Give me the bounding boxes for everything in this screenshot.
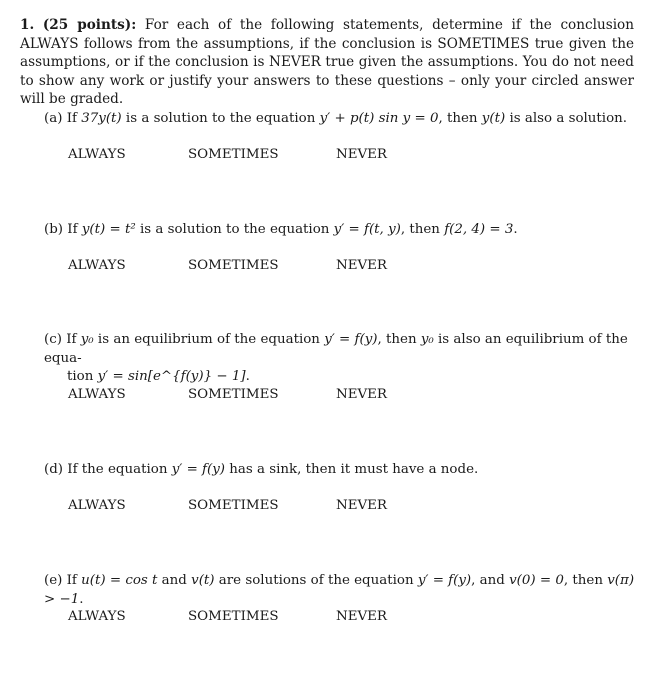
part-text: is also an equilibrium of the equa-: [44, 332, 628, 366]
part-label: (a): [44, 111, 63, 126]
problem-instructions-text: For each of the following statements, determine if the conclusion ALWAYS follows from the assumptions, if the conclusion is SOMETIMES true given the assumptions, or if the conclusion is NEVER true given the assumptions. You do not need to show any work or justify your answers to these questions – only your circled answer will be graded.: [20, 17, 634, 108]
part-text: If: [67, 222, 82, 237]
part-text: If the equation: [67, 462, 172, 477]
part-d-choices: [68, 498, 628, 518]
part-text: and: [157, 573, 192, 588]
part-text: has a sink, then it must have a node.: [225, 462, 479, 477]
part-text: .: [513, 222, 518, 237]
part-text: , and: [471, 573, 510, 588]
problem-instructions: [20, 16, 634, 109]
part-label: (b): [44, 222, 64, 237]
part-text: are solutions of the equation: [214, 573, 418, 588]
choice-sometimes[interactable]: SOMETIMES: [188, 147, 279, 162]
part-text: , then: [377, 332, 421, 347]
part-text: If: [66, 332, 81, 347]
math-expression: 37y(t): [81, 111, 122, 126]
math-expression: y′ + p(t) sin y = 0: [319, 111, 439, 126]
part-label: (d): [44, 462, 64, 477]
math-expression: v(π) > −1: [44, 573, 635, 607]
choice-always[interactable]: ALWAYS: [68, 609, 126, 624]
part-label: (e): [44, 573, 63, 588]
choice-always[interactable]: ALWAYS: [68, 258, 126, 273]
math-expression: u(t) = cos t: [81, 573, 158, 588]
choice-sometimes[interactable]: SOMETIMES: [188, 498, 279, 513]
math-expression: y′ = f(y): [417, 573, 472, 588]
part-text: , then: [563, 573, 608, 588]
part-c-statement: [44, 331, 636, 387]
part-text: is also a solution.: [505, 111, 628, 126]
math-expression: v(0) = 0: [509, 573, 564, 588]
math-expression: y(t) = t²: [81, 222, 136, 237]
part-text: tion: [67, 369, 98, 385]
part-d-statement: [44, 461, 636, 480]
math-expression: y(t): [481, 111, 506, 126]
part-text: is a solution to the equation: [135, 222, 334, 237]
math-expression: y₀: [80, 332, 94, 347]
part-a-choices: [68, 147, 628, 167]
math-expression: f(2, 4) = 3: [444, 222, 514, 237]
math-expression: y′ = f(y): [324, 332, 378, 347]
problem-points: (25 points):: [42, 17, 137, 33]
part-a-statement: [44, 110, 636, 129]
part-b-choices: [68, 258, 628, 278]
part-c-line-2: [44, 368, 636, 387]
choice-always[interactable]: ALWAYS: [68, 498, 126, 513]
part-text: If: [66, 111, 82, 126]
part-text: .: [79, 591, 84, 607]
choice-never[interactable]: NEVER: [336, 609, 388, 624]
choice-never[interactable]: NEVER: [336, 498, 388, 513]
part-e-choices: [68, 609, 628, 629]
part-text: is a solution to the equation: [121, 111, 320, 126]
part-text: If: [66, 573, 82, 588]
part-text: is an equilibrium of the equation: [93, 332, 325, 347]
choice-sometimes[interactable]: SOMETIMES: [188, 258, 279, 273]
choice-never[interactable]: NEVER: [336, 258, 388, 273]
problem-number: 1.: [20, 17, 35, 33]
part-label: (c): [44, 332, 62, 347]
choice-always[interactable]: ALWAYS: [68, 387, 126, 402]
choice-sometimes[interactable]: SOMETIMES: [188, 387, 279, 402]
part-text: , then: [400, 222, 445, 237]
choice-never[interactable]: NEVER: [336, 387, 388, 402]
part-c-choices: [68, 387, 628, 407]
part-e-statement: [44, 572, 636, 609]
math-expression: v(t): [191, 573, 215, 588]
choice-never[interactable]: NEVER: [336, 147, 388, 162]
part-text: , then: [438, 111, 482, 126]
math-expression: y′ = f(y): [171, 462, 226, 477]
choice-sometimes[interactable]: SOMETIMES: [188, 609, 279, 624]
choice-always[interactable]: ALWAYS: [68, 147, 126, 162]
part-text: .: [245, 369, 250, 385]
part-b-statement: [44, 221, 636, 240]
math-expression: y′ = f(t, y): [333, 222, 401, 237]
math-expression: y′ = sin[e^{f(y)} − 1]: [97, 369, 246, 385]
math-expression: y₀: [420, 332, 434, 347]
